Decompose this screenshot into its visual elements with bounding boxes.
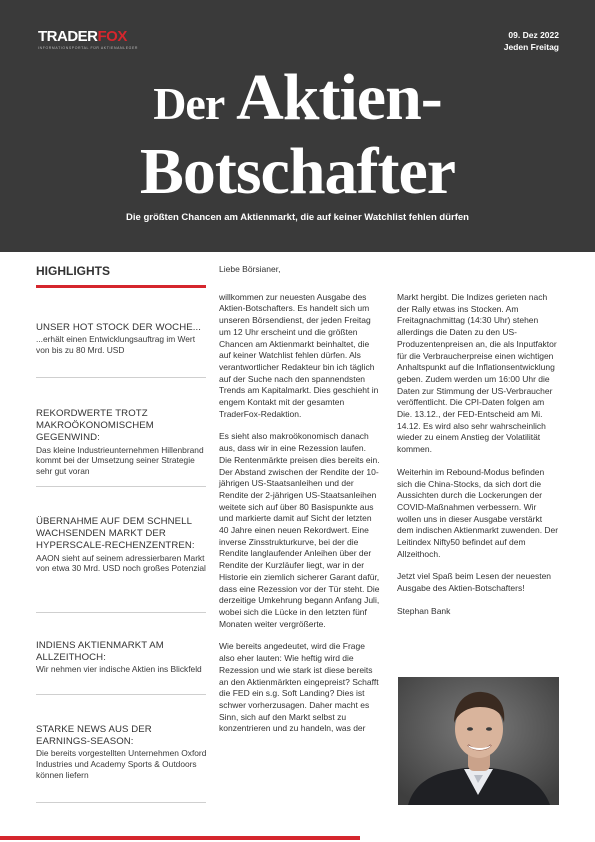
- author-portrait: [398, 677, 559, 805]
- highlights-heading: HIGHLIGHTS: [36, 264, 110, 278]
- letter-column-2: [397, 292, 560, 618]
- paragraph: Weiterhin im Rebound-Modus befinden sich die China-Stocks, da sich dort die Aussichten durch die Lockerungen der COVID-Maßnahmen verbessern. Wir wollen uns in dieser Ausgabe verstärkt dem indischen Aktienmarkt zuwenden. Der Leitindex Nifty50 befindet auf dem Allzeithoch.: [397, 466, 559, 559]
- divider: [36, 612, 206, 613]
- paragraph: willkommen zur neuesten Ausgabe des Aktien-Botschafters. Es handelt sich um unseren Börsendienst, der jeden Freitag um 12 Uhr erscheint und die größten Chancen am Aktienmarkt beinhaltet, die auf keiner Watchlist fehlen dürfen. Als verantwortlicher Redakteur bin ich täglich auf der Suche nach den spannendsten Trends am Kapitalmarkt. Dies geschieht in engem Kontakt mit der gesamten TraderFox-Redaktion.: [219, 291, 379, 419]
- footer-accent-bar: [0, 836, 360, 840]
- signature: Stephan Bank: [397, 605, 451, 616]
- highlight-item[interactable]: [36, 516, 207, 574]
- highlight-description: ...erhält einen Entwicklungsauftrag im Wert von bis zu 80 Mrd. USD: [36, 334, 196, 355]
- issue-date: 09. Dez 2022: [508, 30, 559, 40]
- paragraph: Wie bereits angedeutet, wird die Frage also eher lauten: Wie heftig wird die Rezession und wie stark ist diese bereits an den Aktienmärkten eingepreist? Schafft die FED ein s.g. Soft Landing? Dies ist schwer vorherzusagen. Daher macht es Sinn, sich auf den Markt selbst zu konzentrieren und zu handeln, was der: [219, 641, 379, 734]
- page-subtitle: Die größten Chancen am Aktienmarkt, die auf keiner Watchlist fehlen dürfen: [126, 212, 469, 223]
- paragraph: Markt hergibt. Die Indizes gerieten nach der Rally etwas ins Stocken. Am Freitagnachmittag (14:30 Uhr) stehen allerdings die Daten zu den US-Produzentenpreisen an, die als Inputfaktor für die Verbraucherpreise einen wichtigen Anhaltspunkt auf die Inflationsentwicklung geben. Zudem werden um 16:00 Uhr die Daten zur Stimmung der US-Verbraucher veröffentlicht. Die CPI-Daten folgen am Die. 13.12., der FED-Entscheid am Mi. 14.12. Es wird also sehr wahrscheinlich wieder zu einem Anstieg der Volatilität kommen.: [397, 292, 557, 455]
- logo-tagline: INFORMATIONSPORTAL FÜR AKTIENANLEGER: [38, 46, 139, 50]
- logo-wordmark: TRADERFOX: [38, 28, 127, 45]
- letter-column-1: [219, 264, 381, 735]
- divider: [36, 486, 206, 487]
- highlight-heading: STARKE NEWS AUS DER EARNINGS-SEASON:: [36, 724, 152, 748]
- traderfox-logo[interactable]: [38, 28, 138, 50]
- highlight-item[interactable]: [36, 724, 207, 780]
- divider: [36, 802, 206, 803]
- divider: [36, 694, 206, 695]
- page-title: [0, 62, 595, 140]
- paragraph: Jetzt viel Spaß beim Lesen der neuesten Ausgabe des Aktien-Botschafters!: [397, 571, 552, 594]
- salutation: Liebe Börsianer,: [219, 264, 281, 274]
- highlight-item[interactable]: [36, 640, 207, 675]
- issue-info: [504, 29, 559, 53]
- highlight-description: Die bereits vorgestellten Unternehmen Oxford Industries und Academy Sports & Outdoors können liefern: [36, 748, 207, 780]
- highlight-description: AAON sieht auf seinem adressierbaren Markt von etwa 30 Mrd. USD noch großes Potenzial: [36, 552, 206, 574]
- highlight-heading: INDIENS AKTIENMARKT AM ALLZEITHOCH:: [36, 640, 164, 664]
- divider: [36, 377, 206, 378]
- highlight-heading: UNSER HOT STOCK DER WOCHE...: [36, 322, 202, 333]
- title-line-1: Aktien-: [236, 61, 442, 134]
- highlight-description: Das kleine Industrieunternehmen Hillenbrand kommt bei der Umsetzung seiner Strategie sehr gut voran: [36, 444, 204, 476]
- paragraph: Es sieht also makroökonomisch danach aus, dass wir in eine Rezession laufen. Die Rentenmärkte preisen dies bereits ein. Der Abstand zwischen der Rendite der 10-jährigen US-Staatsanleihen und der Rendite der 2-jährigen US-Staatsanleihen weitete sich auf über 80 Basispunkte aus und markierte damit auf Sicht der letzten 40 Jahre einen neuen Rekordwert. Eine inverse Zinsstrukturkurve, bei der die Rendite langlaufender Anleihen über der Rendite der Kurzläufer liegt, war in der Historie ein ziemlich sicherer Garant dafür, dass eine Rezession vor der Tür steht. Die derzeitige Umkehrung begann Anfang Juli, wobei sich die Lücke in den letzten fünf Monaten weiter vergrößerte.: [219, 431, 380, 629]
- highlight-heading: ÜBERNAHME AUF DEM SCHNELL WACHSENDEN MARKT DER HYPERSCALE-RECHENZENTREN:: [36, 516, 195, 552]
- portrait-illustration: [398, 677, 559, 805]
- highlight-description: Wir nehmen vier indische Aktien ins Blickfeld: [36, 664, 202, 675]
- masthead: [0, 0, 595, 252]
- highlights-accent-bar: [36, 285, 206, 288]
- highlight-item[interactable]: [36, 322, 207, 355]
- issue-frequency: Jeden Freitag: [503, 42, 559, 52]
- page-title-line-2: Botschafter: [139, 135, 456, 208]
- highlight-heading: REKORDWERTE TROTZ MAKROÖKONOMISCHEM GEGENWIND:: [36, 408, 154, 444]
- highlight-item[interactable]: [36, 408, 207, 476]
- title-article: Der: [153, 78, 225, 129]
